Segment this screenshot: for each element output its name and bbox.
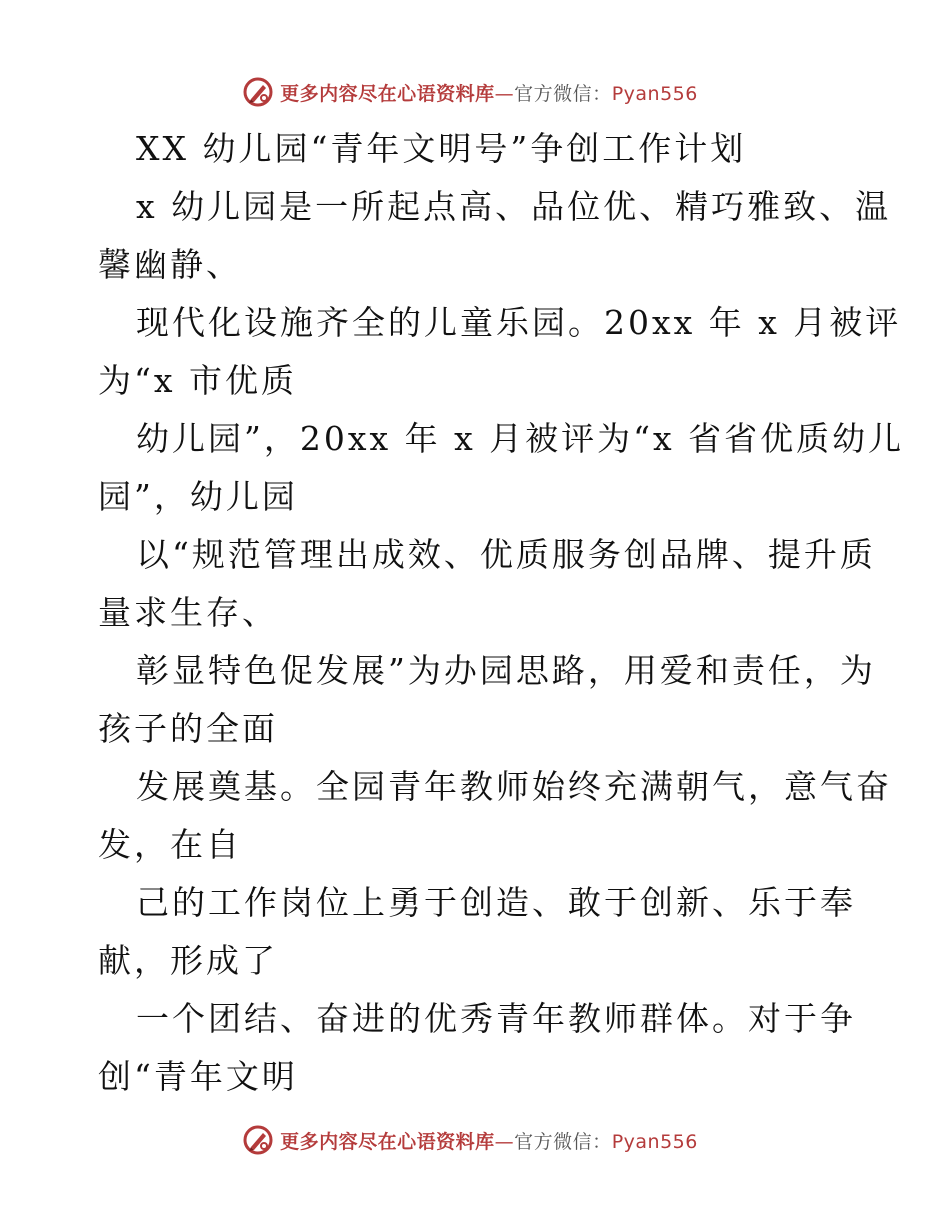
site-name: 更多内容尽在心语资料库 (280, 82, 495, 105)
official-label: 官方微信： (514, 1130, 612, 1153)
text-line: x 幼儿园是一所起点高、品位优、精巧雅致、温 (136, 187, 892, 226)
official-label: 官方微信： (514, 82, 612, 105)
text-line: 量求生存、 (98, 593, 278, 632)
text-line: 为“x 市优质 (98, 361, 297, 400)
text-line: 幼儿园”，20xx 年 x 月被评为“x 省省优质幼儿 (136, 419, 905, 458)
site-name: 更多内容尽在心语资料库 (280, 1130, 495, 1153)
document-body (98, 120, 905, 1106)
text-line: 一个团结、奋进的优秀青年教师群体。对于争 (136, 999, 856, 1038)
text-line: 孩子的全面 (98, 709, 278, 748)
banner-dash: — (494, 82, 515, 105)
banner-dash: — (494, 1130, 515, 1153)
wechat-id: Pyan556 (611, 82, 698, 105)
text-line: 创“青年文明 (98, 1057, 298, 1096)
text-line: 馨幽静、 (98, 245, 242, 284)
wechat-id: Pyan556 (611, 1130, 698, 1153)
document-title: XX 幼儿园“青年文明号”争创工作计划 (136, 129, 747, 168)
text-line: 发展奠基。全园青年教师始终充满朝气，意气奋 (136, 767, 892, 806)
pen-in-circle-icon (242, 76, 274, 108)
pen-in-circle-icon (242, 1124, 274, 1156)
footer-banner (0, 1120, 950, 1160)
banner-content (242, 76, 698, 108)
banner-text (280, 79, 698, 106)
text-line: 发，在自 (98, 825, 242, 864)
text-line: 己的工作岗位上勇于创造、敢于创新、乐于奉 (136, 883, 856, 922)
banner-content (242, 1124, 698, 1156)
header-banner (0, 72, 950, 112)
banner-text (280, 1127, 698, 1154)
text-line: 献，形成了 (98, 941, 278, 980)
text-line: 以“规范管理出成效、优质服务创品牌、提升质 (136, 535, 876, 574)
text-line: 现代化设施齐全的儿童乐园。20xx 年 x 月被评 (136, 303, 902, 342)
text-line: 园”，幼儿园 (98, 477, 298, 516)
text-line: 彰显特色促发展”为办园思路，用爱和责任，为 (136, 651, 876, 690)
